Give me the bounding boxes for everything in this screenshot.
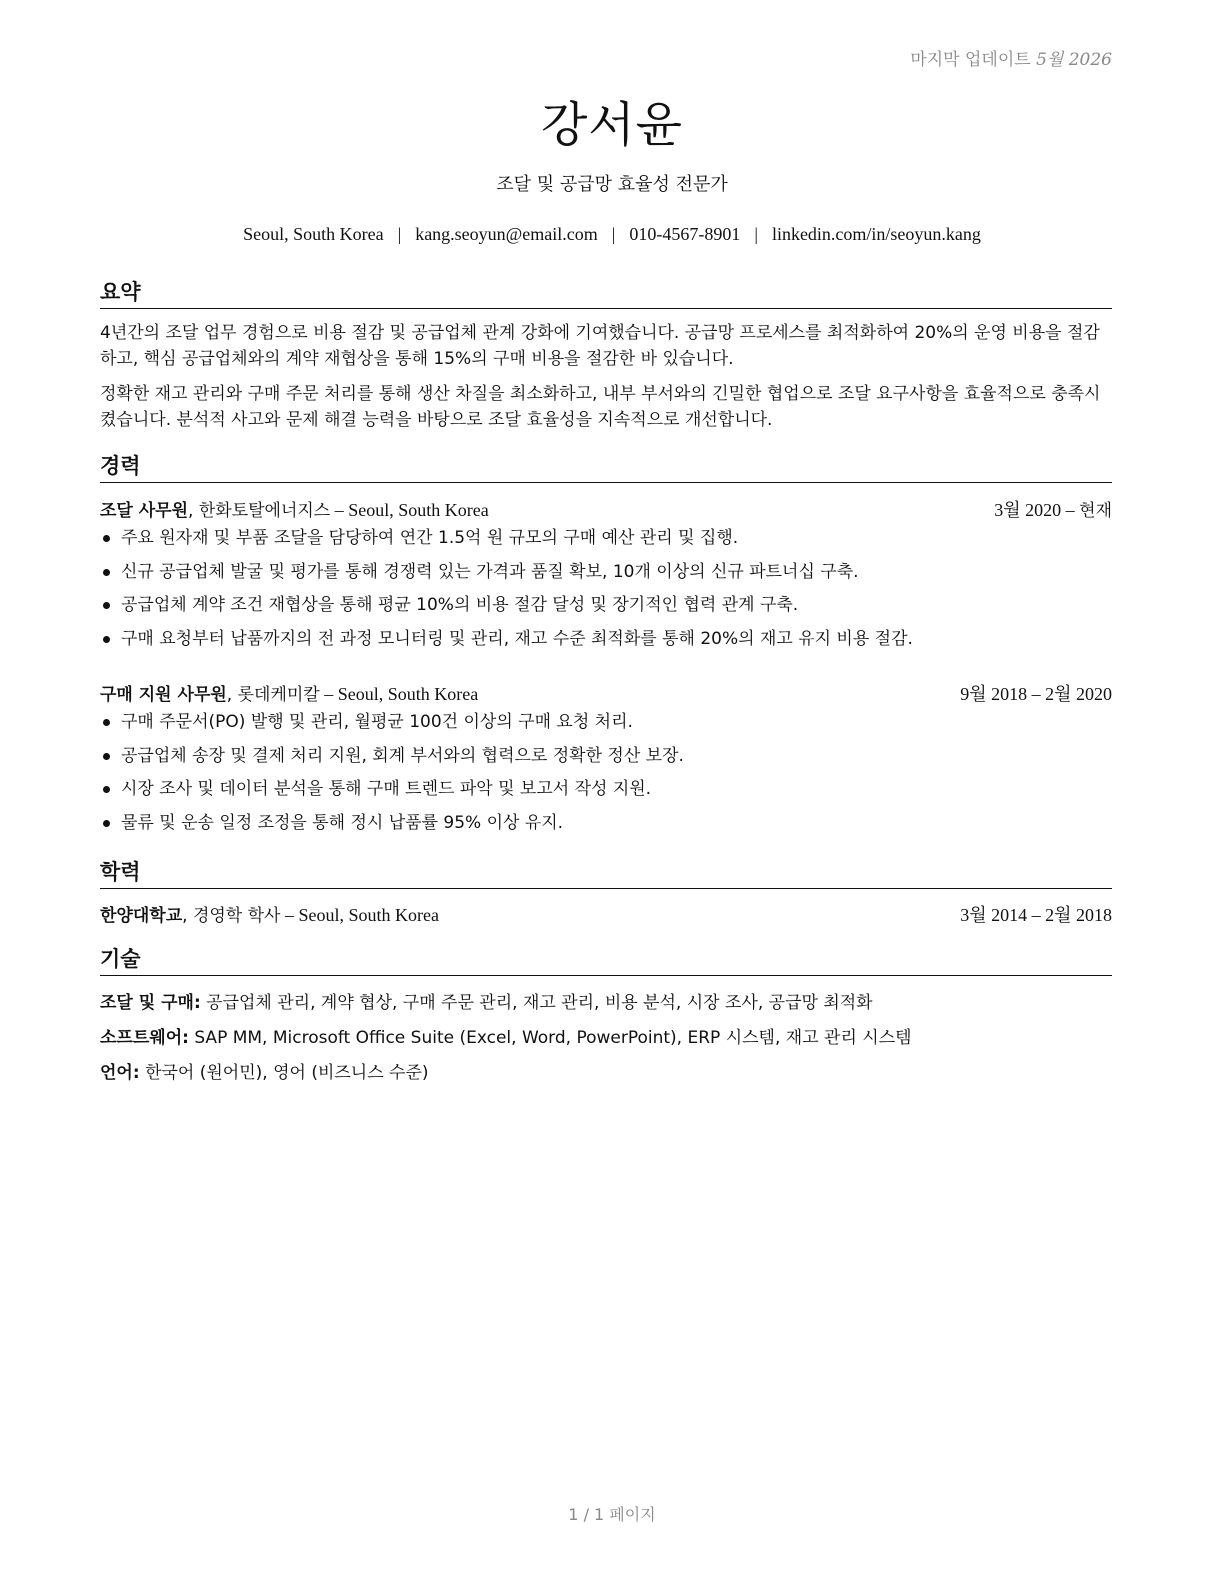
last-updated-date: 5월 2026 — [1036, 50, 1112, 70]
skill-label: 조달 및 구매: — [100, 993, 201, 1013]
candidate-name: 강서윤 — [540, 97, 684, 153]
education-entry: 한양대학교, 경영학 학사 – Seoul, South Korea 3월 2014 – 2월 2018 — [100, 901, 1112, 926]
job-bullets — [100, 709, 1112, 843]
contact-line — [0, 224, 1224, 245]
job-bullets — [100, 525, 1112, 659]
list-item: 물류 및 운송 일정 조정을 통해 정시 납품률 95% 이상 유지. — [100, 810, 1112, 844]
education-date-end: 2월 2018 — [1045, 905, 1112, 925]
summary-section-title: 요약 — [100, 276, 1112, 309]
list-item: 공급업체 계약 조건 재협상을 통해 평균 10%의 비용 절감 달성 및 장기적인 협력 관계 구축. — [100, 592, 1112, 626]
list-item: 구매 요청부터 납품까지의 전 과정 모니터링 및 관리, 재고 수준 최적화를 통해 20%의 재고 유지 비용 절감. — [100, 626, 1112, 660]
last-updated-label: 마지막 업데이트 — [910, 50, 1031, 70]
skill-label: 언어: — [100, 1063, 140, 1083]
education-dates: 3월 2014 – 2월 2018 — [960, 905, 1112, 925]
contact-separator: | — [754, 224, 758, 244]
skill-line — [100, 1058, 1112, 1083]
job-dates: 9월 2018 – 2월 2020 — [960, 684, 1112, 704]
skill-value: SAP MM, Microsoft Office Suite (Excel, Word, PowerPoint), ERP 시스템, 재고 관리 시스템 — [194, 1028, 912, 1048]
job-header: 조달 사무원, 한화토탈에너지스 – Seoul, South Korea 3월 2020 – 현재 — [100, 496, 1112, 521]
job-date-start: 9월 2018 — [960, 684, 1028, 704]
skill-label: 소프트웨어: — [100, 1028, 189, 1048]
education-section-title: 학력 — [100, 856, 1112, 889]
education-date-start: 3월 2014 — [960, 905, 1028, 925]
summary-paragraph-1: 4년간의 조달 업무 경험으로 비용 절감 및 공급업체 관계 강화에 기여했습니다. 공급망 프로세스를 최적화하여 20%의 운영 비용을 절감하고, 핵심 공급업체와의 계약 재협상을 통해 15%의 구매 비용을 절감한 바 있습니다. — [100, 323, 1100, 369]
contact-email[interactable]: kang.seoyun@email.com — [415, 224, 598, 244]
skill-value: 한국어 (원어민), 영어 (비즈니스 수준) — [145, 1063, 429, 1083]
job-location: – Seoul, South Korea — [324, 684, 479, 704]
skill-line — [100, 1023, 1112, 1048]
education-location: – Seoul, South Korea — [284, 905, 439, 925]
contact-phone: 010-4567-8901 — [629, 224, 741, 244]
job-dates: 3월 2020 – 현재 — [994, 500, 1112, 521]
job-company: 한화토탈에너지스 — [198, 501, 331, 521]
list-item: 시장 조사 및 데이터 분석을 통해 구매 트렌드 파악 및 보고서 작성 지원. — [100, 776, 1112, 810]
last-updated — [910, 45, 1112, 70]
job-date-end: 현재 — [1079, 501, 1112, 521]
skill-value: 공급업체 관리, 계약 협상, 구매 주문 관리, 재고 관리, 비용 분석, 시장 조사, 공급망 최적화 — [206, 993, 873, 1013]
candidate-tagline: 조달 및 공급망 효율성 전문가 — [496, 174, 728, 195]
job-company: 롯데케미칼 — [237, 685, 320, 705]
list-item: 신규 공급업체 발굴 및 평가를 통해 경쟁력 있는 가격과 품질 확보, 10개 이상의 신규 파트너십 구축. — [100, 559, 1112, 593]
contact-separator: | — [611, 224, 616, 244]
page-indicator: 1 / 1 페이지 — [568, 1505, 656, 1524]
job-header: 구매 지원 사무원, 롯데케미칼 – Seoul, South Korea 9월 2018 – 2월 2020 — [100, 680, 1112, 705]
contact-separator: | — [397, 224, 402, 244]
summary-paragraph-2: 정확한 재고 관리와 구매 주문 처리를 통해 생산 차질을 최소화하고, 내부 부서와의 긴밀한 협업으로 조달 요구사항을 효율적으로 충족시켰습니다. 분석적 사고와 문제 해결 능력을 바탕으로 조달 효율성을 지속적으로 개선합니다. — [100, 384, 1101, 430]
list-item: 구매 주문서(PO) 발행 및 관리, 월평균 100건 이상의 구매 요청 처리. — [100, 709, 1112, 743]
education-school: 한양대학교 — [100, 906, 183, 926]
job-location: – Seoul, South Korea — [334, 500, 489, 520]
contact-linkedin[interactable]: linkedin.com/in/seoyun.kang — [771, 224, 981, 244]
job-role: 조달 사무원 — [100, 501, 189, 521]
experience-section-title: 경력 — [100, 450, 1112, 483]
education-degree: 경영학 학사 — [192, 906, 281, 926]
contact-location: Seoul, South Korea — [243, 224, 384, 244]
list-item: 공급업체 송장 및 결제 처리 지원, 회계 부서와의 협력으로 정확한 정산 보장. — [100, 743, 1112, 777]
skills-section-title: 기술 — [100, 943, 1112, 976]
job-role: 구매 지원 사무원 — [100, 685, 227, 705]
job-date-start: 3월 2020 — [994, 500, 1062, 520]
skill-line — [100, 988, 1112, 1013]
list-item: 주요 원자재 및 부품 조달을 담당하여 연간 1.5억 원 규모의 구매 예산 관리 및 집행. — [100, 525, 1112, 559]
job-date-end: 2월 2020 — [1045, 684, 1112, 704]
